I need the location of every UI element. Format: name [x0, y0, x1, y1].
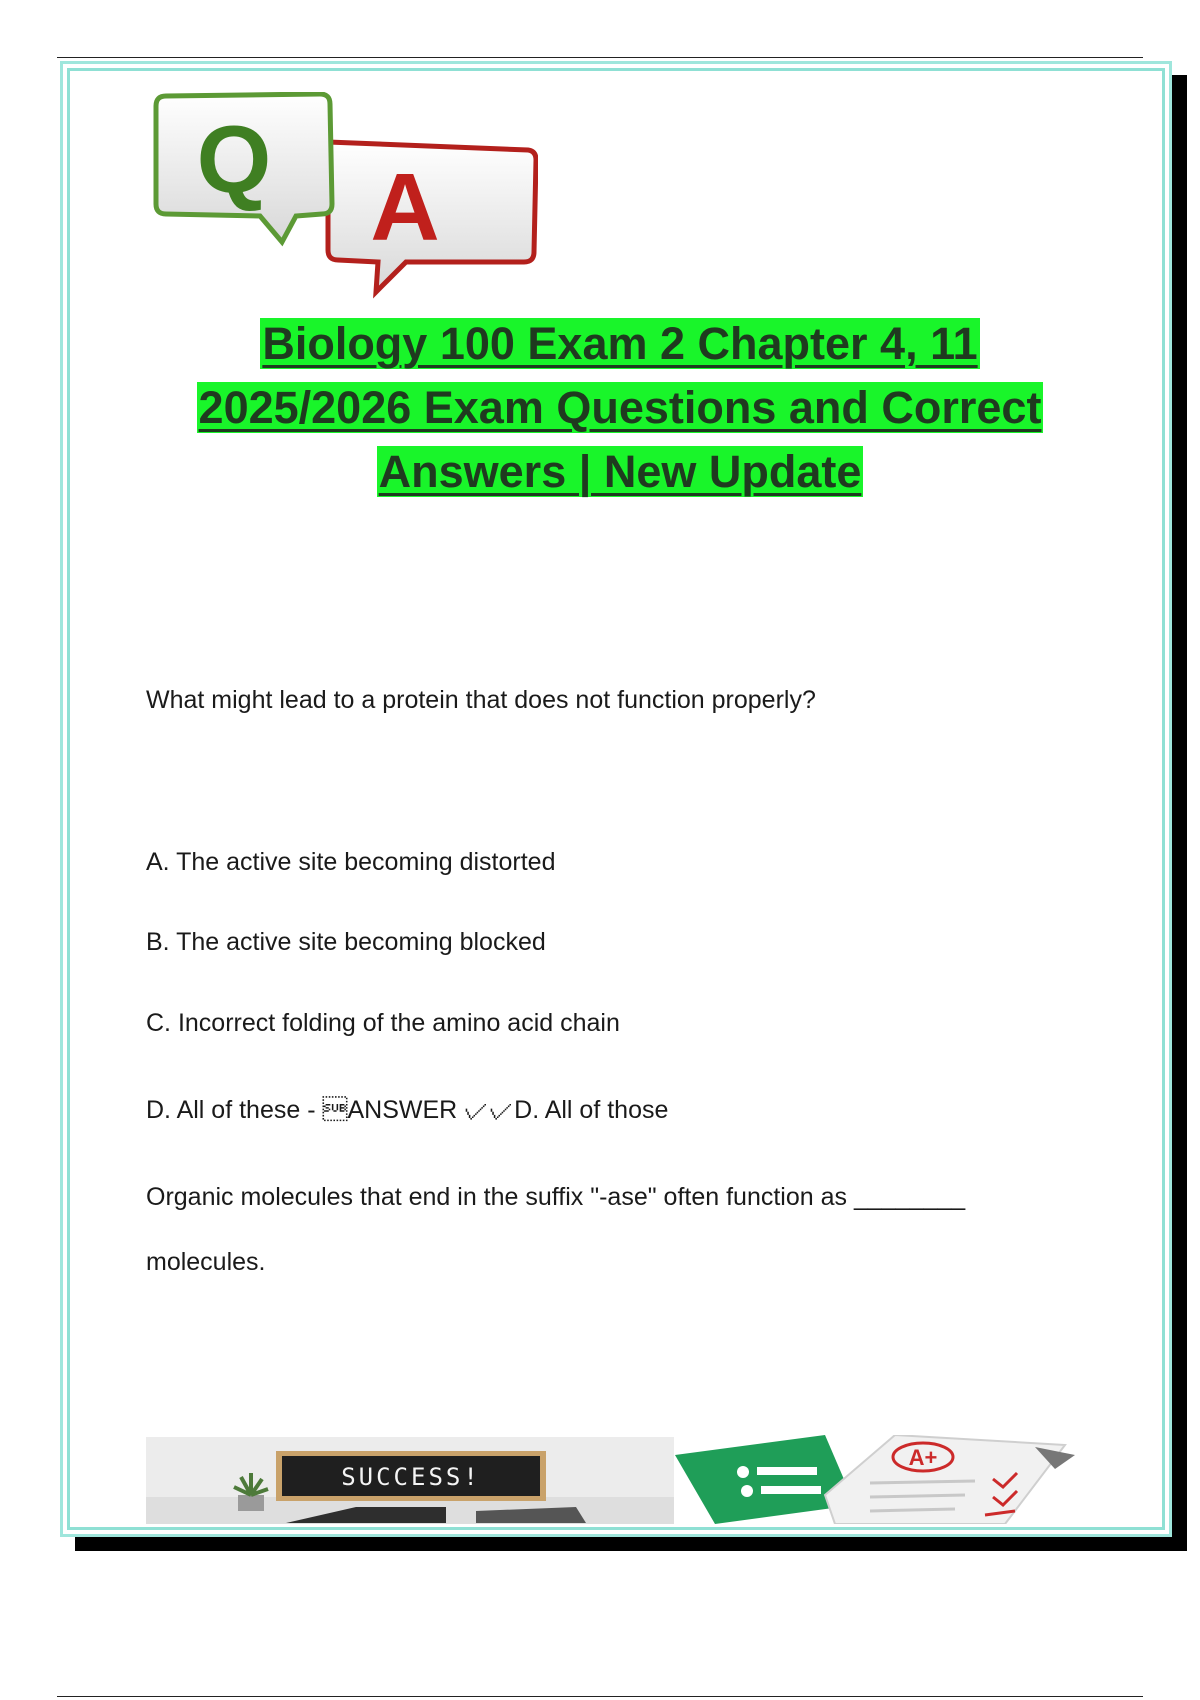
- success-photo: [146, 1437, 674, 1524]
- title-line-2: 2025/2026 Exam Questions and Correct: [198, 382, 1042, 433]
- title-line-3: Answers | New Update: [378, 446, 862, 497]
- option-a: A. The active site becoming distorted: [146, 848, 556, 876]
- q-letter: Q: [196, 106, 272, 213]
- option-d-answer: D. All of these - ANSWER ✓✓D. All of those: [146, 1096, 669, 1124]
- success-board-icon: [146, 1437, 674, 1524]
- document-title: [140, 312, 1100, 504]
- a-letter: A: [370, 154, 440, 261]
- top-rule: [57, 57, 1143, 58]
- title-line-1: Biology 100 Exam 2 Chapter 4, 11: [262, 318, 978, 369]
- option-c: C. Incorrect folding of the amino acid chain: [146, 1009, 620, 1037]
- graded-paper-icon: [675, 1435, 1090, 1524]
- question-2-line-2: molecules.: [146, 1248, 266, 1276]
- question-1-text: What might lead to a protein that does not function properly?: [146, 686, 816, 714]
- question-2-line-1: Organic molecules that end in the suffix "-ase" often function as ________: [146, 1183, 966, 1211]
- success-sign-text: SUCCESS!: [341, 1463, 481, 1491]
- option-b: B. The active site becoming blocked: [146, 928, 546, 956]
- grade-badge: A+: [908, 1445, 938, 1470]
- qa-logo: [148, 92, 538, 314]
- bottom-rule: [57, 1696, 1143, 1697]
